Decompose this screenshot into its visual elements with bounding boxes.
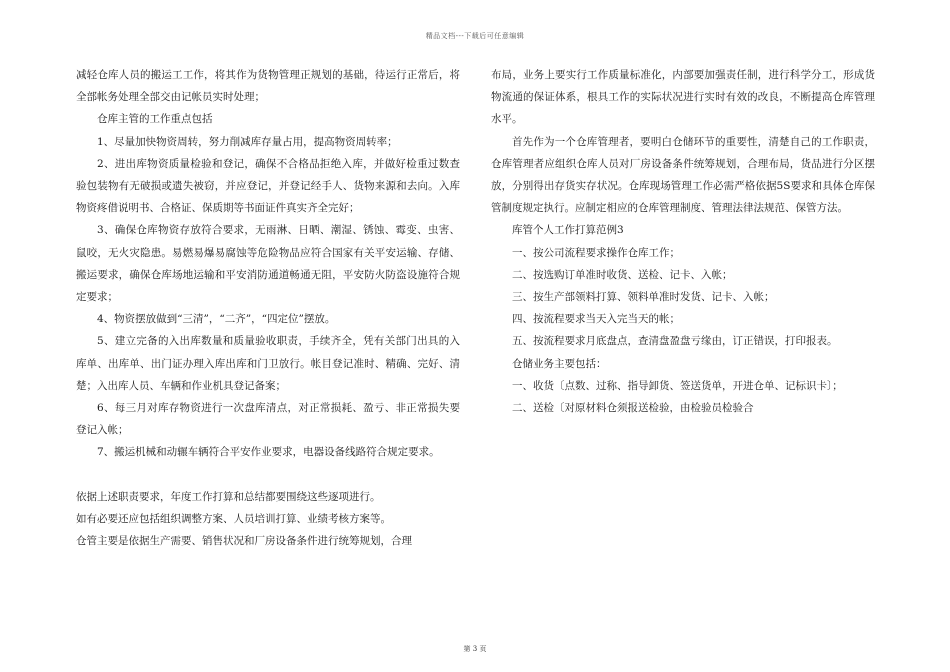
paragraph: 4、物资摆放做到“三清”，“二齐”，“四定位”摆放。: [97, 313, 336, 326]
paragraph: 依据上述职责要求，年度工作打算和总结都要围绕这些逐项进行。: [76, 490, 381, 503]
paragraph: 2、进出库物资质量检验和登记，确保不合格品拒绝入库，并做好检重过数查验包装物有无破损或遗失被窃，并应登记，并登记经手人、货物来源和去向。入库物资疼借说明书、合格证、保质期等书面证件真实齐全完好；: [76, 157, 460, 215]
paragraph: 如有必要还应包括组织调整方案、人员培训打算、业绩考核方案等。: [76, 512, 391, 525]
paragraph: 二、按选购订单准时收货、送检、记卡、入帐；: [512, 268, 733, 281]
paragraph: 1、尽量加快物资周转，努力削减库存量占用，提高物资周转率；: [97, 135, 398, 148]
paragraph: 五、按流程要求月底盘点，查清盘盈盘亏缘由，订正错误，打印报表。: [512, 335, 838, 348]
paragraph: 6、每三月对库存物资进行一次盘库清点，对正常损耗、盈亏、非正常损失要登记入帐；: [76, 402, 460, 437]
paragraph: 二、送检〔对原材料仓须报送检验，由检验员检验合: [512, 402, 754, 415]
paragraph: 库管个人工作打算范例3: [512, 224, 624, 237]
paragraph: 四、按流程要求当天入完当天的帐；: [512, 313, 680, 326]
paragraph-spacer: [76, 464, 460, 486]
paragraph: 一、收货〔点数、过称、指导卸货、签送货单，开进仓单、记标识卡〕；: [512, 379, 843, 392]
paragraph: 三、按生产部领料打算、领料单准时发货、记卡、入帐；: [512, 291, 775, 304]
paragraph: 仓库主管的工作重点包括: [97, 113, 213, 126]
right-column: [491, 64, 875, 419]
page-header: 精品文档---下载后可任意编辑: [425, 32, 525, 40]
paragraph: 一、按公司流程要求操作仓库工作；: [512, 246, 680, 259]
paragraph: 减轻仓库人员的搬运工工作，将其作为货物管理正规划的基础，待运行正常后，将全部帐务处理全部交由记帐员实时处理；: [76, 69, 460, 104]
paragraph: 7、搬运机械和动辗车辆符合平安作业要求，电器设备线路符合规定要求。: [97, 446, 440, 459]
paragraph: 布局，业务上要实行工作质量标准化，内部要加强责任制，进行科学分工，形成货物流通的保证体系，根具工作的实际状况进行实时有效的改良，不断提高仓库管理水平。: [491, 69, 875, 126]
paragraph: 仓管主要是依据生产需要、销售状况和厂房设备条件进行统筹规划，合理: [76, 535, 412, 548]
paragraph: 首先作为一个仓库管理者，要明白仓储环节的重要性，清楚自己的工作职责，仓库管理者应组织仓库人员对厂房设备条件统筹规划，合理布局，货品进行分区摆放，分别得出存货实存状况。仓库现场管理工作必需严格依据5S要求和具体仓库保管制度规定执行。应制定相应的仓库管理制度、管理法律法规范、保管方法。: [491, 135, 875, 215]
paragraph: 仓储业务主要包括：: [512, 357, 607, 370]
paragraph: 5、建立完备的入出库数量和质量验收职责，手续齐全，凭有关部门出具的入库单、出库单、出门证办理入库出库和门卫放行。帐目登记准时、精确、完好、清楚；入出库人员、车辆和作业机具登记备案；: [76, 335, 460, 392]
left-column: [76, 64, 460, 552]
paragraph: 3、确保仓库物资存放符合要求，无雨淋、日晒、潮湿、锈蚀、霉变、虫害、鼠咬，无火灾隐患。易燃易爆易腐蚀等危险物品应符合国家有关平安运输、存储、搬运要求，确保仓库场地运输和平安消防通道畅通无阻，平安防火防盗设施符合规定要求；: [76, 224, 460, 304]
page-number: 第 3 页: [463, 645, 487, 653]
